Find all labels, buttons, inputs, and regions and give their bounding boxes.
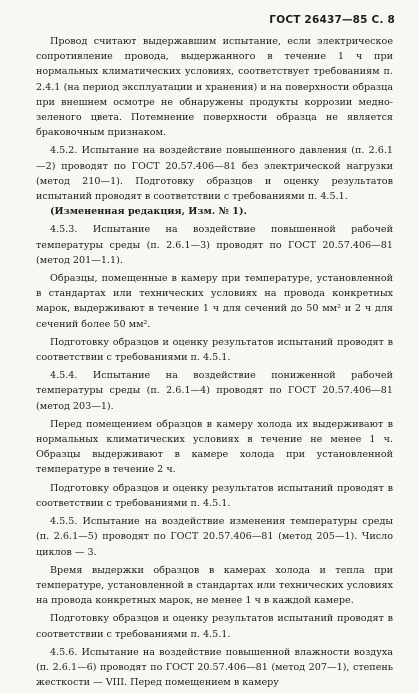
paragraph-4-5-5: 4.5.5. Испытание на воздействие изменения температуры среды (п. 2.6.1—5) проводят по ГОСТ 20.57.406—81 (метод 205—1). Число циклов — 3.: [36, 516, 393, 558]
paragraph-4-5-3: 4.5.3. Испытание на воздействие повышенной рабочей температуры среды (п. 2.6.1—3) проводят по ГОСТ 20.57.406—81 (метод 201—1.1).: [36, 224, 393, 266]
paragraph-amendment-note: [36, 204, 393, 219]
paragraph-4-5-4: 4.5.4. Испытание на воздействие пониженной рабочей температуры среды (п. 2.6.1—4) проводят по ГОСТ 20.57.406—81 (метод 203—1).: [36, 370, 393, 412]
paragraph-4-5-4-preparation: Подготовку образцов и оценку результатов испытаний проводят в соответствии с требованиями п. 4.5.1.: [36, 482, 393, 509]
paragraph-4-5-2: 4.5.2. Испытание на воздействие повышенного давления (п. 2.6.1—2) проводят по ГОСТ 20.57.406—81 без электрической нагрузки (метод 210—1). Подготовку образцов и оценку результатов испытаний проводят в соответствии с требованиями п. 4.5.1.: [36, 145, 393, 203]
paragraph-4-5-5-preparation: Подготовку образцов и оценку результатов испытаний проводят в соответствии с требованиями п. 4.5.1.: [36, 613, 393, 640]
paragraph-4-5-3-samples: Образцы, помещенные в камеру при температуре, установленной в стандартах или технических условиях на провода конкретных марок, выдерживают в течение 1 ч для сечений до 50 мм² и 2 ч для сечений более 50 мм².: [36, 273, 393, 330]
paragraph-result-criteria: Провод считают выдержавшим испытание, если электрическое сопротивление провода, выдержанного в течение 1 ч при нормальных климатических условиях, соответствует требованиям п. 2.4.1 (на период эксплуатации и хранения) и на поверхности образца при внешнем осмотре не обнаружены продукты коррозии медно-зеленого цвета. Потемнение поверхности образца не является браковочным признаком.: [36, 36, 393, 139]
paragraph-4-5-4-cold-chamber: Перед помещением образцов в камеру холода их выдерживают в нормальных климатических условиях в течение не менее 1 ч. Образцы выдерживают в камере холода при установленной температуре в течение 2 ч.: [36, 418, 393, 476]
document-body: [36, 34, 393, 693]
amendment-note-text: (Измененная редакция, Изм. № 1).: [50, 206, 247, 218]
paragraph-4-5-6: 4.5.6. Испытание на воздействие повышенной влажности воздуха (п. 2.6.1—6) проводят по ГОСТ 20.57.406—81 (метод 207—1), степень жесткости — VIII. Перед помещением в камеру: [36, 646, 393, 689]
page-header: ГОСТ 26437—85 С. 8: [269, 14, 395, 26]
paragraph-4-5-5-exposure: Время выдержки образцов в камерах холода и тепла при температуре, установленной в стандартах или технических условиях на провода конкретных марок, не менее 1 ч в каждой камере.: [36, 564, 393, 607]
paragraph-4-5-3-preparation: Подготовку образцов и оценку результатов испытаний проводят в соответствии с требованиями п. 4.5.1.: [36, 336, 393, 364]
